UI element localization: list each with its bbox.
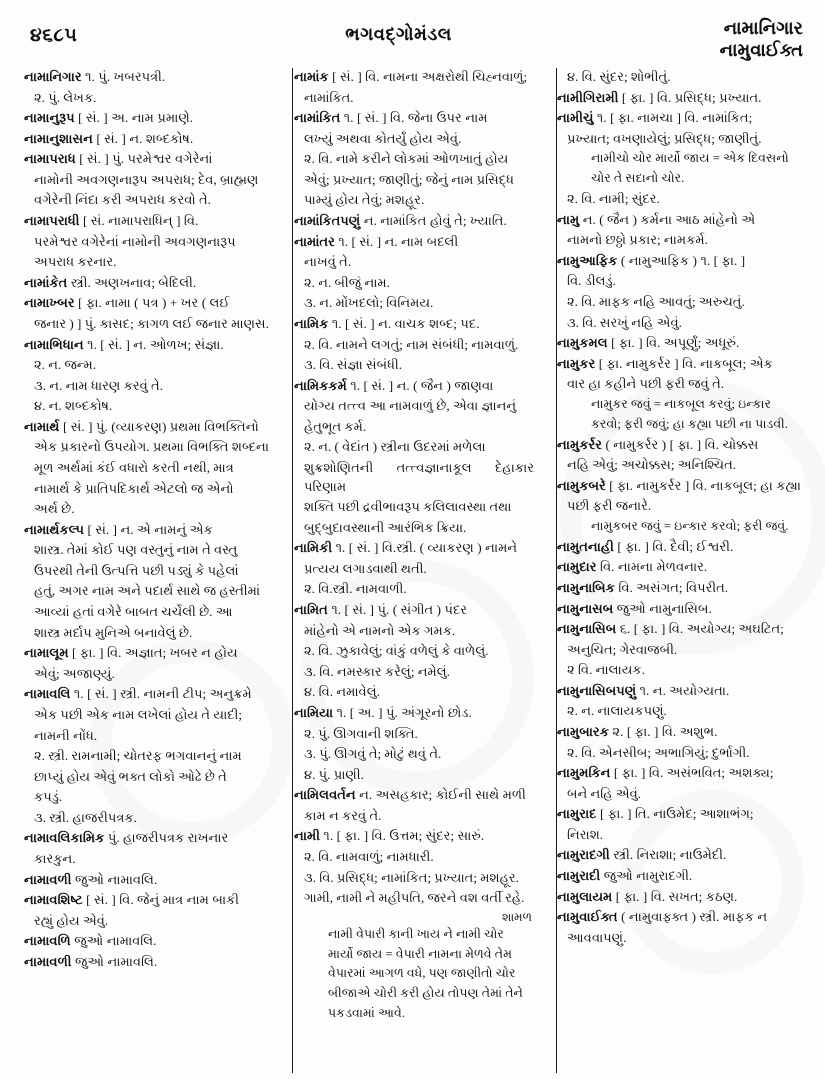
entry-continuation: પ્રત્યય લગાડવાથી થતી. [304, 560, 427, 576]
entry-headword: નામાલૂમ [24, 645, 69, 661]
dictionary-entry: નામિત ૧. [ સં. ] પું. ( સંગીત ) પંદર [294, 602, 468, 618]
entry-continuation: આવવાપણું. [567, 929, 627, 945]
entry-headword: નામુનાસિબપણું [557, 682, 637, 698]
entry-example: વેપારમાં આગળ વધે, પણ જાણીતો ચોર [328, 966, 516, 981]
entry-sense: ૨. પું. ઊગવાની શક્તિ. [304, 725, 418, 741]
entry-continuation: લખ્યું અથવા કોતર્યું હોય એવું. [304, 130, 462, 146]
entry-sense: ૪. વિ. સુંદર; શોભીતું. [567, 69, 671, 84]
entry-example: નામી વેપારી કાની ખાય ને નામી ચોર [328, 926, 504, 941]
entry-headword: નામાવલિકામિક [24, 830, 105, 846]
entry-headword: નામિક [294, 315, 329, 331]
entry-sense: ૨. વિ.સ્ત્રી. નામવાળી. [304, 581, 407, 597]
entry-continuation: કામ ન કરવું તે. [304, 807, 382, 823]
entry-headword: નામાવળી [24, 953, 72, 969]
entry-continuation: યોગ્ય તત્ત્વ આ નામવાળું છે, એવા જ્ઞાનનું [304, 398, 517, 414]
entry-example: નામુકર જવું = નાકબૂલ કરવું; ઇન્કાર [591, 396, 771, 411]
dictionary-entry: નામાભિધાન ૧. [ સં. ] ન. ઓળખ; સંજ્ઞા. [24, 336, 224, 352]
dictionary-entry: નામાંકેત સ્ત્રી. અણખનાવ; બેદિલી. [24, 274, 197, 290]
entry-headword: નામુઆફિક [557, 252, 618, 268]
dictionary-entry: નામુતનાહી [ ફા. ] વિ. દૈવી; ઈશ્વરી. [557, 538, 734, 554]
entry-sense: ૨. વિ. નામવાળું; નામધારી. [304, 848, 434, 864]
entry-attribution: શામળ [501, 909, 532, 924]
entry-continuation: પામ્યું હોય તેવું; મશહૂર. [304, 192, 425, 208]
entry-sense: ૨. વિ. માફક નહિ આવતું; અરુચતું. [567, 293, 745, 309]
entry-continuation: નામોની અવગણનારૂપ અપરાધ; દેવ, બ્રાહ્મણ [34, 171, 259, 187]
dictionary-entry: નામુદાર વિ. નામના મેળવનાર. [557, 559, 708, 575]
entry-headword: નામાંતર [294, 233, 335, 249]
dictionary-entry: નામાનુશાસન [ સં. ] ન. શબ્દકોષ. [24, 130, 194, 146]
page-number: ૪૬૮૫ [30, 25, 78, 46]
dictionary-entry: નામિક ૧. [ સં. ] ન. વાચક શબ્દ; પદ. [294, 315, 480, 331]
entry-continuation: હતું, અગર નામ અને પદાર્થ સાથે જ હસ્તીમાં [34, 583, 261, 599]
entry-continuation: નામાંકિત. [304, 89, 354, 105]
entry-continuation: પ્રખ્યાત; વખણાયેલું; પ્રસિદ્ધ; જાણીતું. [567, 130, 762, 146]
column-2 [282, 68, 544, 1073]
entry-headword: નામુવાઈક્ત [557, 909, 618, 925]
entry-headword: નામુદાર [557, 559, 597, 575]
entry-headword: નામાંકેત [24, 274, 68, 290]
entry-headword: નામુ [557, 211, 580, 227]
entry-sense: ૪. ન. શબ્દકોષ. [34, 398, 113, 414]
entry-headword: નામિયા [294, 704, 334, 720]
entry-example: બીજાએ ચોરી કરી હોય તોપણ તેમાં તેને [328, 986, 523, 1001]
entry-sense: ૩. ન. નામ ધારણ કરવું તે. [34, 377, 163, 393]
entry-headword: નામાનિગાર [24, 69, 82, 84]
entry-continuation: નિરાશ. [567, 826, 604, 842]
entry-headword: નામાંકિત [294, 110, 341, 126]
entry-sense: ૩. વિ. સરખું નહિ એવું. [567, 314, 682, 330]
dictionary-entry: નામુવાઈક્ત ( નામુવાફ્ક્ત ) સ્ત્રી. માફક ન [557, 909, 768, 925]
dictionary-entry: નામાંકિતપણું ન. નામાંકિત હોવું તે; ખ્યાતિ. [294, 213, 507, 229]
columns-container [24, 68, 807, 1073]
entry-continuation: શાસ્ત્ર મર્દાપ મુનિએ બનાવેલું છે. [34, 624, 193, 640]
entry-continuation: જનાર ) ] પું. કાસદ; કાગળ લઈ જનાર માણસ. [34, 315, 269, 331]
entry-continuation: નહિ એવું; અચોક્કસ; અનિશ્ચિત. [567, 457, 737, 473]
entry-continuation: હેતુભૂત કર્મ. [304, 418, 367, 434]
running-head-right-line1: નામાનિગાર [723, 18, 803, 38]
entry-continuation: નામાર્થ કે પ્રાતિપદિકાર્થ એટલો જ એનો [34, 480, 234, 496]
dictionary-entry: નામુ ન. ( જૈન ) કર્મના આઠ માંહેનો એ [557, 211, 756, 227]
running-head [30, 18, 803, 74]
entry-sense: ૪. પું. પ્રાણી. [304, 766, 364, 782]
entry-continuation: છાપ્યું હોય એવું ભક્ત લોકો ઓઢે છે તે [34, 768, 227, 784]
entry-sense: ૨ વિ. નાલાયક. [567, 662, 645, 678]
dictionary-entry: નામાંકિત ૧. [ સં. ] વિ. જેના ઉપર નામ [294, 110, 488, 126]
entry-continuation: આવ્યાં હતાં વગેરે બાબત ચર્ચેલી છે. આ [34, 604, 233, 620]
entry-continuation: વગેરેની નિંદા કરી અપરાધ કરવો તે. [34, 192, 211, 208]
entry-headword: નામાખ્બર [24, 295, 75, 311]
entry-headword: નામિકકર્મ [294, 377, 347, 393]
entry-continuation: મૂળ અર્થમાં કંઈ વધારો કરતી નથી, માત્ર [34, 459, 234, 475]
dictionary-entry: નામી ૧. [ ફા. ] વિ. ઉત્તમ; સુંદર; સારું. [294, 828, 485, 844]
entry-continuation: ગામી, નામી ને મહીપતિ, જરને વશ વર્તી રહે. [304, 890, 525, 906]
entry-continuation: નાખવું તે. [304, 254, 352, 270]
entry-continuation: નામનો છઠ્ઠો પ્રકાર; નામકર્મ. [567, 232, 708, 248]
dictionary-entry: નામાવશિષ્ટ [ સં. ] વિ. જેનું માત્ર નામ બાકી [24, 892, 240, 908]
entry-sense: ૨. વિ. નામને લગતું; નામ સંબંધી; નામવાળું. [304, 336, 519, 352]
dictionary-entry: નામુકમલ [ ફા. ] વિ. અપૂર્ણું; અધૂરું. [557, 335, 740, 351]
dictionary-entry: નામુમકિન [ ફા. ] વિ. અસંભવિત; અશક્ય; [557, 765, 774, 781]
dictionary-entry: નામાવળિ જુઓ નામાવલિ. [24, 933, 157, 949]
entry-sense: ૨. ન. બીજું નામ. [304, 274, 390, 290]
dictionary-entry: નામુનાબિક વિ. અસંગત; વિપરીત. [557, 579, 729, 595]
entry-continuation: શક્તિ પછી દ્રવીભાવરૂપ કલિલાવસ્થા તથા [304, 499, 512, 515]
entry-example: નામુકબર જવું = ઇન્કાર કરવો; ફરી જવું. [591, 518, 789, 533]
entry-headword: નામાવળિ [24, 933, 71, 949]
entry-sense: ૩. પું. ઊગવું તે; મોટું થવું તે. [304, 746, 442, 762]
entry-headword: નામુનાબિક [557, 579, 615, 595]
entry-sense: ૨. વિ. એનસીબ; અભાગિયું; દુર્ભાગી. [567, 744, 750, 760]
entry-headword: નામુમકિન [557, 765, 611, 781]
dictionary-entry: નામીગિરામી [ ફા. ] વિ. પ્રસિદ્ધ; પ્રખ્યાત. [557, 89, 762, 105]
entry-example: નામીચો ચોર માર્યો જાય = એક દિવસનો [591, 151, 789, 166]
dictionary-entry: નામાંક [ સં. ] વિ. નામના અક્ષરોથી ચિહ્નવાળું; [294, 69, 528, 84]
entry-headword: નામાર્થ [24, 418, 60, 434]
entry-sense: ૨. ન. નાલાયકપણું. [567, 703, 667, 719]
entry-headword: નામિત [294, 602, 328, 618]
entry-headword: નામુનાસબ [557, 600, 614, 616]
entry-sense: ૩. વિ. પ્રસિદ્ધ; નામાંકિત; પ્રખ્યાત; મશહૂર. [304, 869, 519, 885]
dictionary-entry: નામુકબરે [ ફા. નામુકર્રર ] વિ. નાકબૂલ; હા કહ્યા [557, 477, 802, 493]
dictionary-entry: નામુઆફિક ( નામુઆફિક ) ૧. [ ફા. ] [557, 252, 746, 268]
entry-headword: નામી [294, 828, 320, 844]
column-1 [24, 68, 282, 1073]
dictionary-entry: નામુરાદગી સ્ત્રી. નિરાશા; નાઉમેદી. [557, 847, 727, 863]
dictionary-entry: નામુરાદ [ ફા. ] તિ. નાઉમેદ; આશાભંગ; [557, 806, 754, 822]
dictionary-entry: નામિલવર્તન ન. અસહકાર; કોઈની સાથે મળી [294, 787, 526, 803]
entry-continuation: અનુચિત; ગેરવાજબી. [567, 641, 678, 657]
entry-headword: નામીચું [557, 110, 594, 126]
entry-continuation: એક પ્રકારનો ઉપયોગ. પ્રથમા વિભક્તિ શબ્દના [34, 439, 270, 455]
dictionary-entry: નામાવળી જુઓ નામાવલિ. [24, 953, 158, 969]
entry-headword: નામાનુરૂપ [24, 110, 75, 126]
entry-continuation: એવું; પ્રખ્યાત; જાણીતું; જેનું નામ પ્રસિદ્ધ [304, 171, 514, 187]
entry-continuation: ઉપરથી તેની ઉત્પત્તિ પછી પડ્યું કે પહેલાં [34, 562, 239, 578]
dictionary-entry: નામાપરાધી [ સં. નામાપરાધિન્ ] વિ. [24, 213, 199, 229]
dictionary-entry: નામાર્થકલ્પ [ સં. ] ન. એ નામનું એક [24, 521, 213, 537]
entry-continuation: વિ. ડીલડું. [567, 273, 616, 289]
entry-headword: નામુરાદ [557, 806, 597, 822]
entry-example: ચોર તે સદાનો ચોર. [591, 171, 685, 186]
dictionary-entry: નામુલાયમ [ ફા. ] વિ. સખત; કઠણ. [557, 888, 738, 904]
running-head-right-line2: નામુવાઈક્ત [719, 39, 803, 60]
entry-sense: ૩. સ્ત્રી. હાજરીપત્રક. [34, 809, 137, 825]
entry-continuation: બુદ્બુદાવસ્થાની આરંભિક ક્રિયા. [304, 519, 467, 535]
entry-headword: નામાપરાધ [24, 151, 76, 167]
entry-sense: ૩. વિ. નમસ્કાર કરેલું; નમેલું. [304, 663, 450, 679]
entry-continuation: એવું; અજાણ્યું. [34, 665, 115, 681]
entry-headword: નામાવળી [24, 871, 72, 887]
entry-headword: નામિકી [294, 540, 333, 556]
dictionary-entry: નામિકકર્મ ૧. [ સં. ] ન. ( જૈન ) જાણવા [294, 377, 494, 393]
entry-headword: નામાંક [294, 69, 329, 84]
entry-headword: નામુકબરે [557, 477, 606, 493]
entry-headword: નામુલાયમ [557, 888, 613, 904]
entry-continuation: શુક્રશોણિતની તત્ત્વજ્ઞાનાકૂલ દેહાકાર પરિણામ [304, 459, 534, 494]
entry-headword: નામુરાદગી [557, 847, 610, 863]
column-3 [544, 68, 807, 1073]
book-title: ભગવદ્ગોમંડલ [345, 24, 452, 44]
entry-sense: ૨. વિ. નામે કરીને લોકમાં ઓળખાતું હોય [304, 151, 509, 167]
dictionary-entry: નામાલૂમ [ ફા. ] વિ. અજ્ઞાત; ખબર ન હોય [24, 645, 238, 661]
entry-headword: નામુતનાહી [557, 538, 614, 554]
dictionary-entry: નામુનાસબ જુઓ નામુનાસિબ. [557, 600, 712, 616]
dictionary-entry: નામુનાસિબપણું ૧. ન. અયોગ્યતા. [557, 682, 730, 698]
entry-sense: ૪. વિ. નમાવેલું. [304, 684, 380, 700]
entry-headword: નામુકર્રર [557, 436, 602, 452]
entry-sense: ૨. ન. જન્મ. [34, 357, 96, 373]
entry-example: પકડવામાં આવે. [328, 1006, 406, 1021]
entry-headword: નામુરાદી [557, 868, 601, 884]
entry-headword: નામીગિરામી [557, 89, 619, 105]
entry-continuation: પછી ફરી જનારે. [567, 498, 652, 514]
entry-continuation: શાસ્ત્ર. તેમાં કોઈ પણ વસ્તુનું નામ તે વસ્તુ [34, 542, 238, 558]
entry-headword: નામાંકિતપણું [294, 213, 361, 229]
entry-sense: ૨. પું. લેખક. [34, 89, 97, 105]
dictionary-entry: નામાપરાધ [ સં. ] પું. પરમેશ્વર વગેરેનાં [24, 151, 213, 167]
dictionary-entry: નામાંતર ૧. [ સં. ] ન. નામ બદલી [294, 233, 459, 249]
entry-continuation: માંહેનો એ નામનો એક ગમક. [304, 622, 456, 638]
entry-continuation: પરમેશ્વર વગેરેનાં નામોની અવગણનારૂપ [34, 233, 236, 249]
entry-headword: નામિલવર્તન [294, 787, 356, 803]
entry-example: કરવો; ફરી જવું; હા કહ્યા પછી ના પાડવી. [591, 416, 788, 431]
dictionary-entry: નામાવળી જુઓ નામાવલિ. [24, 871, 158, 887]
dictionary-entry: નામુનાસિબ ૬. [ ફા. ] વિ. અયોગ્ય; અઘટિત; [557, 621, 784, 637]
entry-sense: ૨. ન. ( વેદાંત ) સ્ત્રીના ઉદરમાં મળેલા [304, 439, 486, 455]
dictionary-entry: નામાનિગાર ૧. પું. ખબરપત્રી. [24, 69, 166, 84]
entry-headword: નામુબારક [557, 723, 609, 739]
entry-headword: નામાનુશાસન [24, 130, 93, 146]
entry-sense: ૨. વિ. નામી; સુંદર. [567, 191, 660, 207]
entry-continuation: કારકુન. [34, 850, 76, 866]
dictionary-entry: નામુબારક ૨. [ ફા. ] વિ. અશુભ. [557, 723, 718, 739]
entry-continuation: એક પછી એક નામ લખેલાં હોય તે યાદી; [34, 706, 242, 722]
entry-sense: ૨. સ્ત્રી. રામનામી; ચોતરફ ભગવાનનું નામ [34, 748, 242, 764]
entry-headword: નામુકમલ [557, 335, 608, 351]
entry-example: માર્યો જાય = વેપારી નામના મેળવે તેમ [328, 946, 513, 961]
entry-continuation: અર્થ છે. [34, 501, 75, 517]
entry-headword: નામુકર [557, 355, 596, 371]
dictionary-entry: નામિકી ૧. [ સં. ] વિ.સ્ત્રી. ( વ્યાકરણ ) નામને [294, 540, 518, 556]
dictionary-entry: નામુકર [ ફા. નામુકર્રર ] વિ. નાકબૂલ; એક [557, 355, 773, 371]
entry-continuation: અપરાધ કરનાર. [34, 254, 117, 270]
entry-continuation: રહ્યું હોય એવું. [34, 912, 109, 928]
entry-continuation: નામની નોંધ. [34, 727, 98, 743]
entry-continuation: વાર હા કહીને પછી ફરી જવું તે. [567, 376, 725, 392]
dictionary-entry: નામાવલિ ૧. [ સં. ] સ્ત્રી. નામની ટીપ; અનુક્રમે [24, 686, 252, 702]
entry-sense: ૩. વિ. સંજ્ઞા સંબંધી. [304, 357, 402, 373]
dictionary-entry: નામાવલિકામિક પું. હાજરીપત્રક રાખનાર [24, 830, 229, 846]
entry-headword: નામાવલિ [24, 686, 71, 702]
entry-sense: ૩. ન. મોંખદલો; વિનિમય. [304, 295, 434, 311]
entry-headword: નામાવશિષ્ટ [24, 892, 83, 908]
entry-headword: નામુનાસિબ [557, 621, 617, 637]
entry-continuation: કપડું. [34, 789, 63, 805]
dictionary-entry: નામિયા ૧. [ અ. ] પું. અંગૂરનો છોડ. [294, 704, 472, 720]
dictionary-entry: નામીચું ૧. [ ફા. નામચા ] વિ. નામાંકિત; [557, 110, 753, 126]
entry-sense: ૨. વિ. ઝુકાવેલું; વાંકું વળેલું કે વાળેલું. [304, 643, 489, 659]
entry-continuation: બને નહિ એવું. [567, 785, 642, 801]
dictionary-entry: નામાર્થ [ સં. ] પું. (વ્યાકરણ) પ્રથમા વિભક્તિનો [24, 418, 259, 434]
dictionary-entry: નામાનુરૂપ [ સં. ] અ. નામ પ્રમાણે. [24, 110, 194, 126]
entry-headword: નામાપરાધી [24, 213, 80, 229]
dictionary-entry: નામાખ્બર [ ફા. નામા ( પત્ર ) + ખર ( લઈ [24, 295, 230, 311]
running-head-right [720, 18, 803, 62]
entry-headword: નામાભિધાન [24, 336, 84, 352]
entry-headword: નામાર્થકલ્પ [24, 521, 85, 537]
dictionary-entry: નામુકર્રર ( નામુકર્રર ) [ ફા. ] વિ. ચોક્કસ [557, 436, 759, 452]
dictionary-entry: નામુરાદી જુઓ નામુરાદગી. [557, 868, 693, 884]
